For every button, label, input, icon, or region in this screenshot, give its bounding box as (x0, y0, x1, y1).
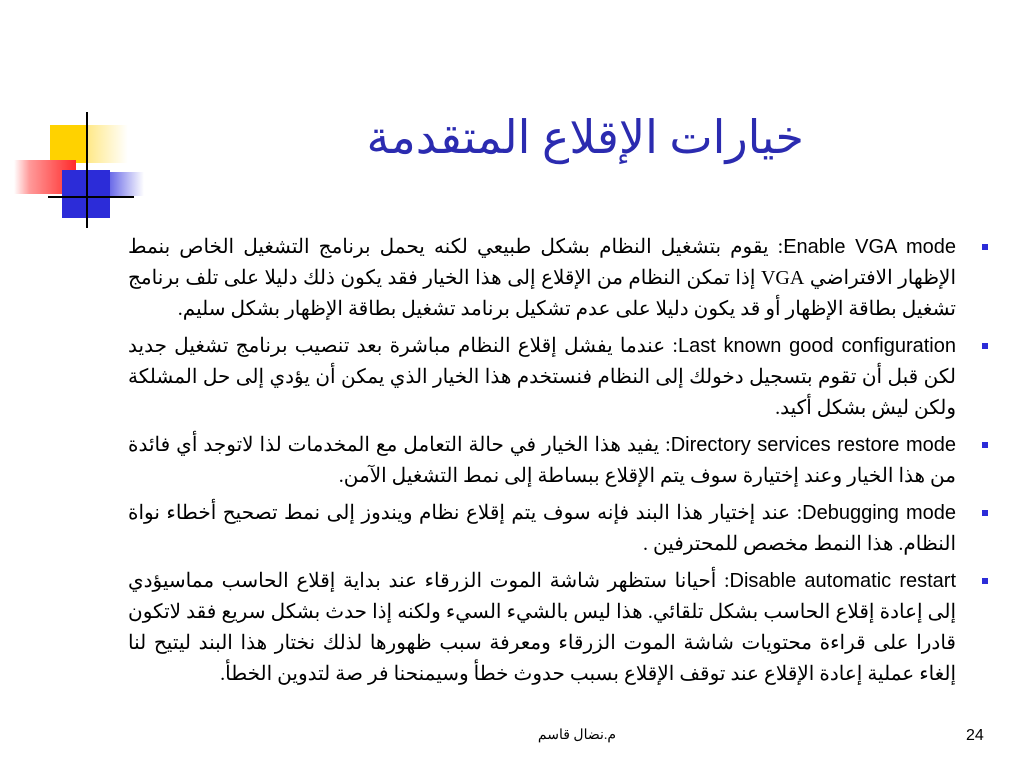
decor-yellow-square (50, 125, 88, 163)
decor-horizontal-line (48, 196, 134, 198)
page-number: 24 (966, 727, 984, 744)
item-text: : يقوم بتشغيل النظام بشكل طبيعي لكنه يحمل برنامج التشغيل الخاص بنمط الإظهار الافتراضي VGA إذا تمكن النظام من الإقلاع إلى هذا الخيار فقد يكون ذلك دليلا على تلف برنامج تشغيل بطاقة الإظهار أو قد يكون دليلا على عدم تشكيل برنامد تشغيل بطاقة الإظهار بشكل سليم. (128, 236, 956, 320)
item-term: Disable automatic restart (729, 570, 956, 592)
footer-author: م.نضال قاسم (537, 728, 617, 743)
item-term: Directory services restore mode (670, 434, 956, 456)
item-term: Enable VGA mode (783, 236, 956, 258)
bullet-square-icon (982, 510, 988, 516)
bullet-list (128, 232, 996, 690)
list-item (128, 566, 996, 690)
item-term: Debugging mode (802, 502, 956, 524)
slide-content (128, 232, 996, 696)
item-text: : يفيد هذا الخيار في حالة التعامل مع المخدمات لذا لاتوجد أي فائدة من هذا الخيار وعند إختيارة سوف يتم الإقلاع ببساطة إلى نمط التشغيل الآمن. (128, 434, 956, 487)
slide-title: خيارات الإقلاع المتقدمة (366, 112, 804, 163)
list-item (128, 331, 996, 424)
bullet-square-icon (982, 578, 988, 584)
item-text: : أحيانا ستظهر شاشة الموت الزرقاء عند بداية إقلاع الحاسب مماسيؤدي إلى إعادة إقلاع الحاسب بشكل تلقائي. هذا ليس بالشيء السيء ولكنه إذا حدث بشكل سريع فقد لاتكون قادرا على قراءة محتويات شاشة الموت الزرقاء ومعرفة سبب ظهورها لذلك نختار هذا البند ليتيح لنا إلغاء عملية إعادة الإقلاع عند توقف الإقلاع بسبب حدوث خطأ وسيمنحنا فر صة لتدوين الخطأ. (128, 570, 956, 685)
list-item (128, 232, 996, 325)
item-term: Last known good configuration (677, 335, 956, 357)
list-item (128, 430, 996, 492)
item-text: : عندما يفشل إقلاع النظام مباشرة بعد تنصيب برنامج تشغيل جديد لكن قبل أن تقوم بتسجيل دخولك إلى النظام فنستخدم هذا الخيار الذي يمكن أن يؤدي إلى حل المشلكة ولكن ليش بشكل أكيد. (128, 335, 956, 419)
decor-yellow-fade (88, 125, 128, 163)
item-text: : عند إختيار هذا البند فإنه سوف يتم إقلاع نظام ويندوز إلى نمط تصحيح أخطاء نواة النظام. هذا النمط مخصص للمحترفين . (128, 502, 956, 555)
bullet-square-icon (982, 442, 988, 448)
bullet-square-icon (982, 244, 988, 250)
decor-vertical-line (86, 112, 88, 228)
list-item (128, 498, 996, 560)
bullet-square-icon (982, 343, 988, 349)
decor-blue-fade (110, 172, 144, 196)
